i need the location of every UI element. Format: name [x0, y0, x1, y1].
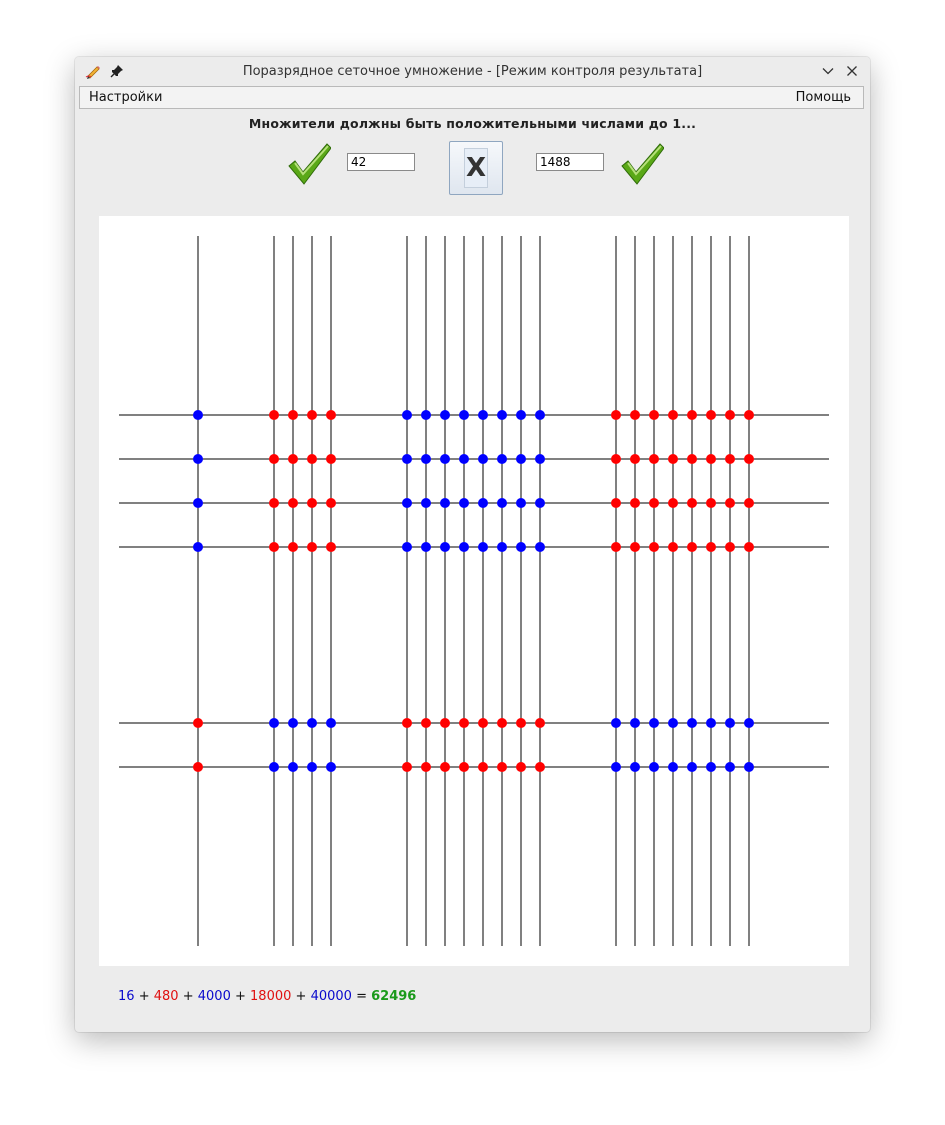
intersection-dot — [193, 762, 203, 772]
intersection-dot — [611, 498, 621, 508]
intersection-dot — [440, 454, 450, 464]
intersection-dot — [630, 454, 640, 464]
intersection-dot — [307, 718, 317, 728]
intersection-dot — [744, 762, 754, 772]
multiply-button[interactable] — [449, 141, 503, 195]
intersection-dot — [326, 498, 336, 508]
intersection-dot — [459, 454, 469, 464]
intersection-dot — [630, 718, 640, 728]
intersection-dot — [421, 718, 431, 728]
intersection-dot — [668, 498, 678, 508]
intersection-dot — [288, 454, 298, 464]
intersection-dot — [402, 542, 412, 552]
intersection-dot — [611, 762, 621, 772]
intersection-dot — [326, 454, 336, 464]
intersection-dot — [269, 454, 279, 464]
intersection-dot — [706, 542, 716, 552]
intersection-dot — [193, 410, 203, 420]
intersection-dot — [516, 718, 526, 728]
intersection-dot — [611, 718, 621, 728]
intersection-dot — [516, 542, 526, 552]
intersection-dot — [744, 542, 754, 552]
intersection-dot — [326, 762, 336, 772]
intersection-dot — [269, 498, 279, 508]
intersection-dot — [459, 410, 469, 420]
intersection-dot — [497, 454, 507, 464]
intersection-dot — [687, 542, 697, 552]
intersection-dot — [478, 498, 488, 508]
app-window — [75, 57, 870, 1032]
intersection-dot — [649, 410, 659, 420]
intersection-dot — [744, 498, 754, 508]
term-0: 16 — [118, 989, 135, 1004]
intersection-dot — [269, 762, 279, 772]
intersection-dot — [725, 454, 735, 464]
intersection-dot — [535, 762, 545, 772]
intersection-dot — [668, 410, 678, 420]
intersection-dot — [535, 454, 545, 464]
intersection-dot — [630, 498, 640, 508]
intersection-dot — [288, 762, 298, 772]
term-3: 18000 — [250, 989, 292, 1004]
intersection-dot — [440, 498, 450, 508]
multiplier-b-input[interactable] — [536, 153, 604, 171]
term-4: 40000 — [310, 989, 352, 1004]
plus-3: + — [295, 989, 307, 1004]
intersection-dot — [459, 498, 469, 508]
intersection-dot — [459, 718, 469, 728]
intersection-dot — [516, 454, 526, 464]
intersection-dot — [630, 410, 640, 420]
intersection-dot — [687, 410, 697, 420]
intersection-dot — [744, 410, 754, 420]
intersection-dot — [269, 718, 279, 728]
intersection-dot — [421, 542, 431, 552]
intersection-dot — [668, 454, 678, 464]
intersection-dot — [706, 454, 716, 464]
intersection-dot — [649, 762, 659, 772]
intersection-dot — [440, 542, 450, 552]
intersection-dot — [478, 454, 488, 464]
intersection-dot — [744, 718, 754, 728]
intersection-dot — [307, 410, 317, 420]
intersection-dot — [687, 762, 697, 772]
minimize-button[interactable] — [819, 62, 837, 80]
intersection-dot — [193, 718, 203, 728]
intersection-dot — [269, 410, 279, 420]
intersection-dot — [193, 498, 203, 508]
intersection-dot — [687, 498, 697, 508]
plus-2: + — [234, 989, 246, 1004]
title-bar — [75, 57, 870, 85]
multiply-button-label: X — [464, 148, 488, 188]
intersection-dot — [497, 762, 507, 772]
intersection-dot — [649, 454, 659, 464]
grid-canvas — [99, 216, 849, 966]
intersection-dot — [668, 542, 678, 552]
intersection-dot — [326, 410, 336, 420]
equals-sign: = — [356, 989, 367, 1004]
intersection-dot — [611, 454, 621, 464]
intersection-dot — [193, 542, 203, 552]
result-total: 62496 — [371, 989, 417, 1004]
intersection-dot — [440, 762, 450, 772]
intersection-dot — [535, 542, 545, 552]
window-title: Поразрядное сеточное умножение - [Режим контроля результата] — [242, 64, 703, 79]
intersection-dot — [459, 762, 469, 772]
intersection-dot — [725, 542, 735, 552]
intersection-dot — [649, 718, 659, 728]
intersection-dot — [725, 762, 735, 772]
intersection-dot — [668, 718, 678, 728]
intersection-dot — [402, 498, 412, 508]
intersection-dot — [307, 542, 317, 552]
check-icon-right — [620, 142, 664, 186]
intersection-dot — [440, 718, 450, 728]
intersection-dot — [193, 454, 203, 464]
intersection-dot — [497, 542, 507, 552]
intersection-dot — [725, 410, 735, 420]
intersection-dot — [459, 542, 469, 552]
intersection-dot — [668, 762, 678, 772]
intersection-dot — [535, 498, 545, 508]
intersection-dot — [421, 454, 431, 464]
intersection-dot — [611, 542, 621, 552]
intersection-dot — [288, 498, 298, 508]
menu-bar — [79, 86, 864, 109]
intersection-dot — [402, 718, 412, 728]
result-sum — [118, 989, 416, 1004]
intersection-dot — [478, 718, 488, 728]
plus-1: + — [182, 989, 194, 1004]
intersection-dot — [516, 498, 526, 508]
intersection-dot — [725, 718, 735, 728]
intersection-dot — [706, 762, 716, 772]
intersection-dot — [611, 410, 621, 420]
intersection-dot — [725, 498, 735, 508]
intersection-dot — [706, 718, 716, 728]
intersection-dot — [326, 718, 336, 728]
intersection-dot — [307, 454, 317, 464]
close-button[interactable] — [843, 62, 861, 80]
intersection-dot — [421, 762, 431, 772]
term-1: 480 — [153, 989, 179, 1004]
intersection-dot — [649, 542, 659, 552]
intersection-dot — [630, 762, 640, 772]
intersection-dot — [288, 542, 298, 552]
intersection-dot — [440, 410, 450, 420]
intersection-dot — [307, 762, 317, 772]
intersection-dot — [687, 718, 697, 728]
intersection-dot — [706, 410, 716, 420]
intersection-dot — [687, 454, 697, 464]
intersection-dot — [421, 498, 431, 508]
intersection-dot — [744, 454, 754, 464]
intersection-dot — [516, 762, 526, 772]
intersection-dot — [535, 410, 545, 420]
intersection-dot — [497, 498, 507, 508]
intersection-dot — [326, 542, 336, 552]
intersection-dot — [402, 454, 412, 464]
intersection-dot — [516, 410, 526, 420]
close-icon — [845, 64, 859, 78]
intersection-dot — [497, 718, 507, 728]
intersection-dot — [497, 410, 507, 420]
intersection-dot — [421, 410, 431, 420]
intersection-dot — [535, 718, 545, 728]
intersection-dot — [288, 410, 298, 420]
intersection-dot — [478, 542, 488, 552]
intersection-dot — [478, 762, 488, 772]
intersection-dot — [706, 498, 716, 508]
chevron-down-icon — [821, 64, 835, 78]
line-grid — [99, 216, 849, 966]
intersection-dot — [402, 410, 412, 420]
intersection-dot — [649, 498, 659, 508]
intersection-dot — [269, 542, 279, 552]
multiplier-a-input[interactable] — [347, 153, 415, 171]
check-icon-left — [287, 142, 331, 186]
menu-settings[interactable]: Настройки — [89, 90, 163, 105]
intersection-dot — [307, 498, 317, 508]
intersection-dot — [402, 762, 412, 772]
intersection-dot — [288, 718, 298, 728]
term-2: 4000 — [197, 989, 231, 1004]
constraint-note: Множители должны быть положительными числами до 1... — [248, 116, 697, 131]
intersection-dot — [478, 410, 488, 420]
intersection-dot — [630, 542, 640, 552]
menu-help[interactable]: Помощь — [795, 90, 851, 105]
plus-0: + — [138, 989, 150, 1004]
